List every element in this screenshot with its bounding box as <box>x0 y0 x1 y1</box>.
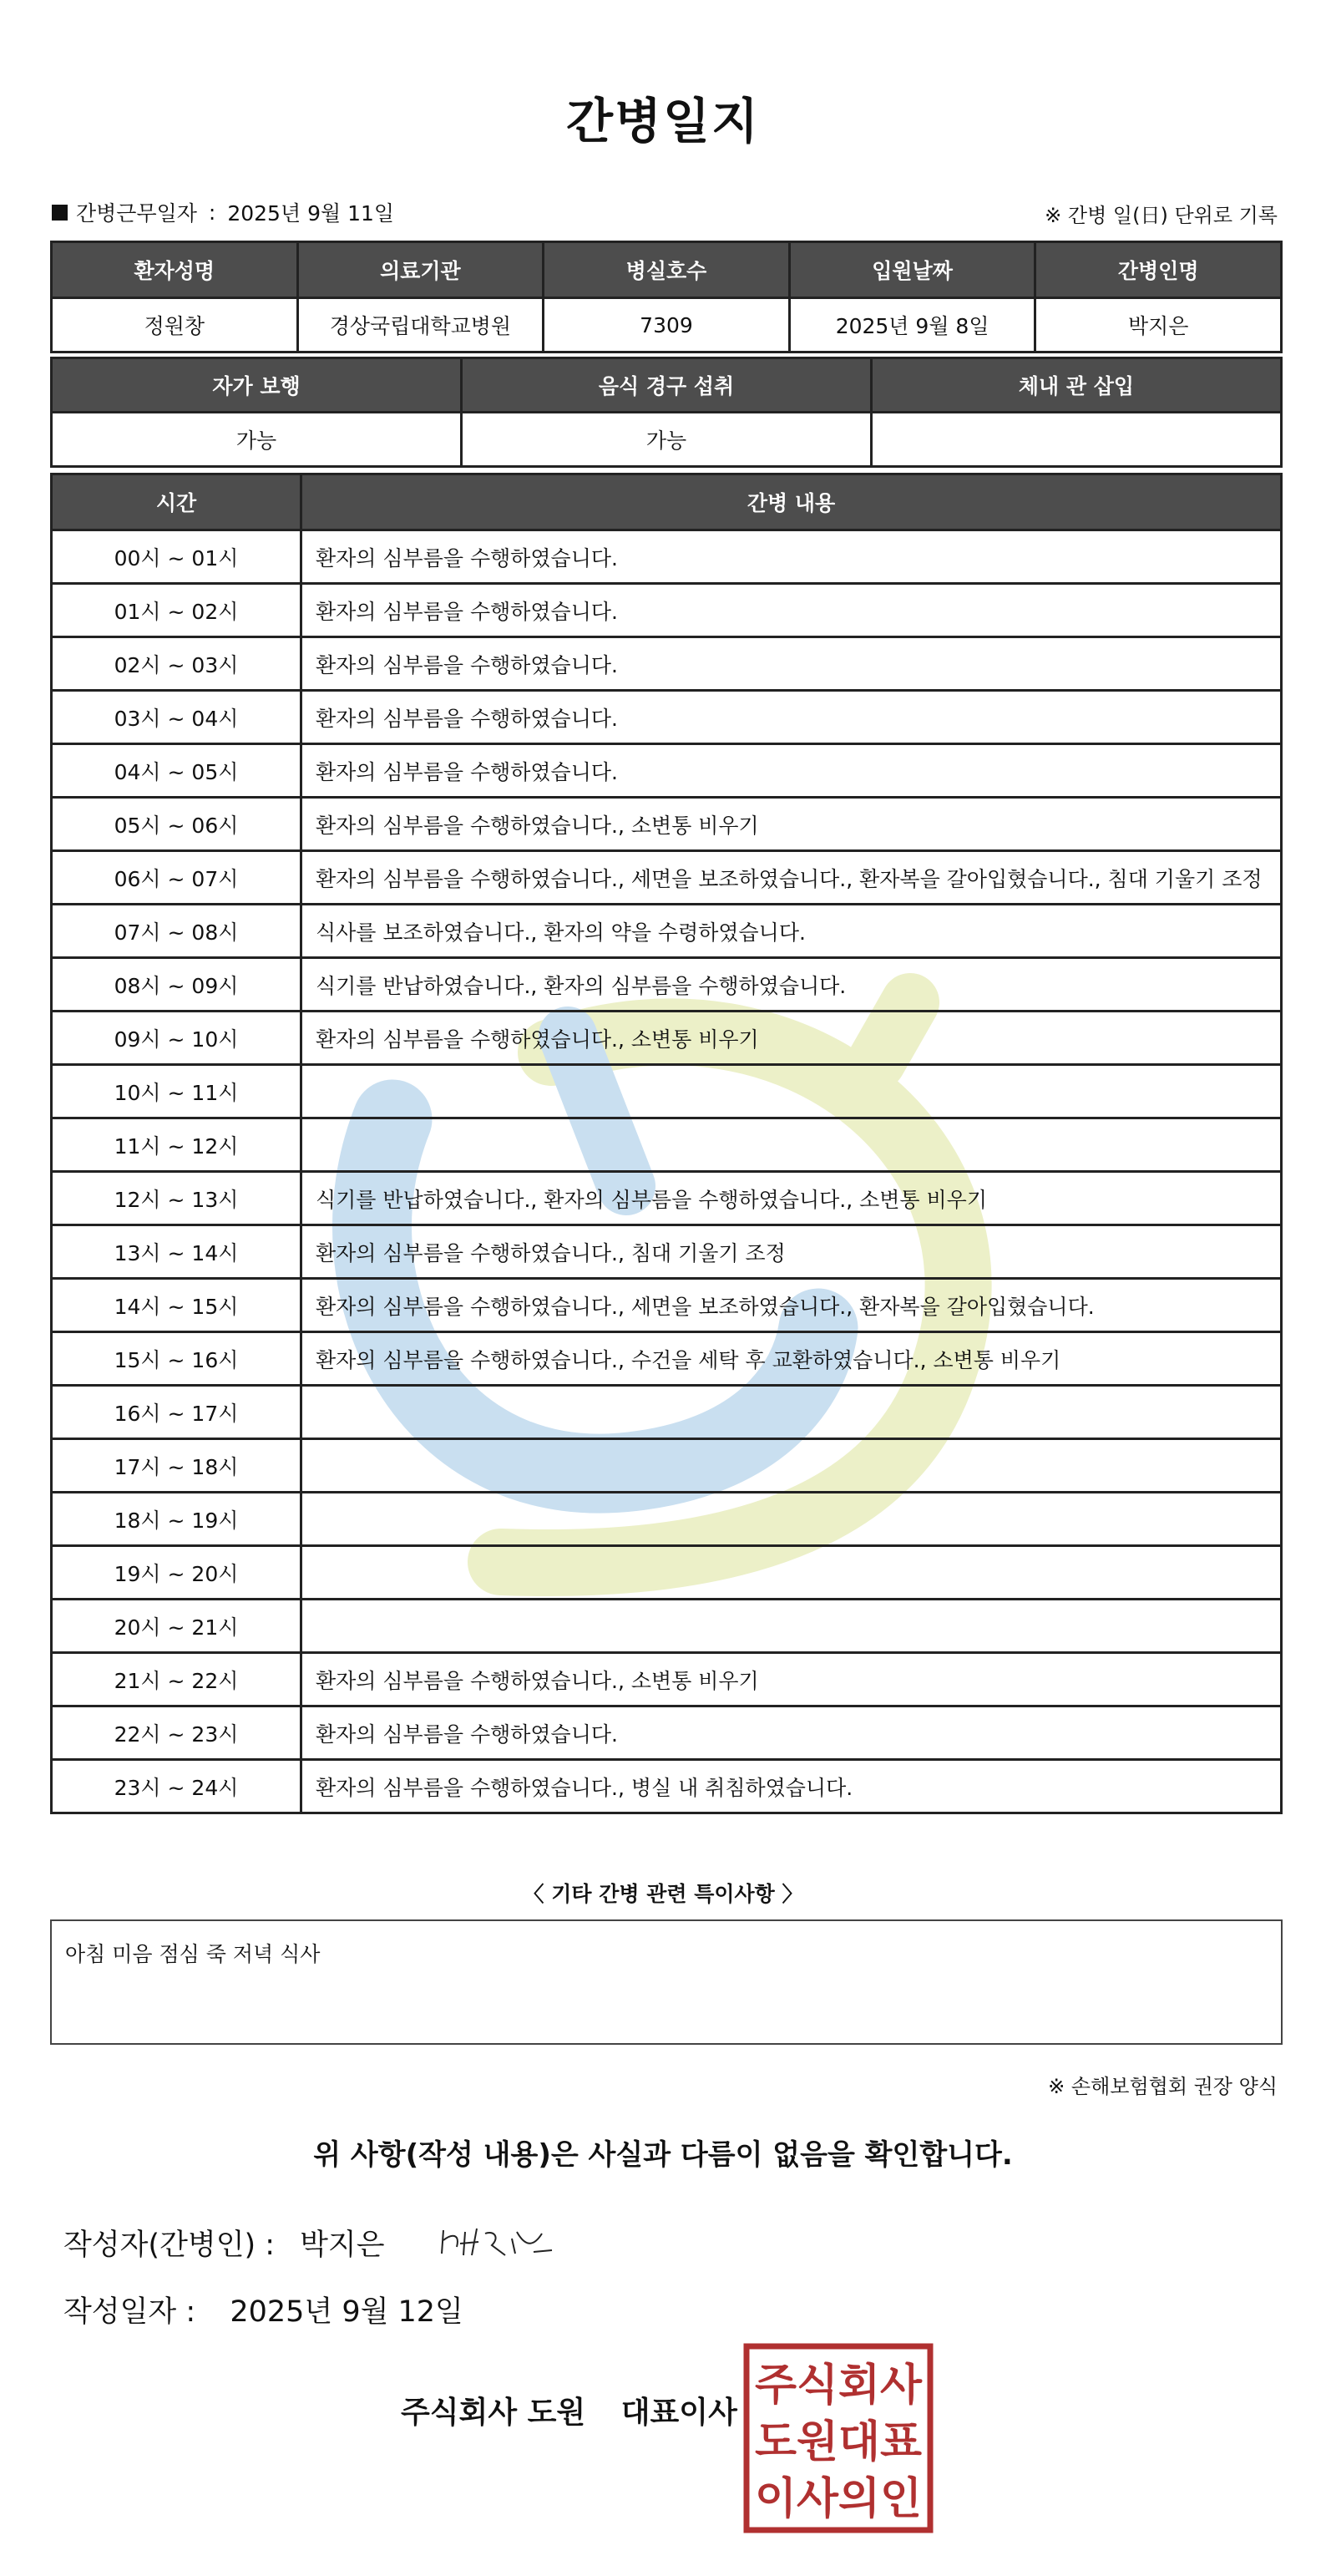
log-time: 00시 ~ 01시 <box>52 530 301 584</box>
standard-form-note: ※ 손해보험협회 권장 양식 <box>1048 2075 1278 2098</box>
log-row <box>52 1760 1282 1813</box>
seal-line-2: 도원대표 <box>755 2417 922 2467</box>
info-header: 의료기관 <box>297 242 544 298</box>
work-date-label: 간병근무일자 <box>76 201 197 226</box>
room-number: 7309 <box>544 298 790 352</box>
patient-name: 정원창 <box>52 298 298 352</box>
log-row <box>52 744 1282 798</box>
admission-date: 2025년 9월 8일 <box>789 298 1035 352</box>
log-content: 식사를 보조하였습니다., 환자의 약을 수령하였습니다. <box>301 905 1282 958</box>
log-content: 환자의 심부름을 수행하였습니다. <box>301 744 1282 798</box>
oral-intake-value: 가능 <box>462 413 872 467</box>
log-content <box>301 1065 1282 1118</box>
work-date-value: 2025년 9월 11일 <box>227 201 395 226</box>
log-time: 13시 ~ 14시 <box>52 1225 301 1279</box>
log-content: 환자의 심부름을 수행하였습니다. <box>301 530 1282 584</box>
log-content: 환자의 심부름을 수행하였습니다., 소변통 비우기 <box>301 1012 1282 1065</box>
log-content: 환자의 심부름을 수행하였습니다., 수건을 세탁 후 교환하였습니다., 소변통 비우기 <box>301 1332 1282 1386</box>
log-content: 환자의 심부름을 수행하였습니다., 세면을 보조하였습니다., 환자복을 갈아입혔습니다., 침대 기울기 조정 <box>301 851 1282 905</box>
written-date-label: 작성일자 : <box>63 2295 196 2329</box>
log-time: 18시 ~ 19시 <box>52 1493 301 1546</box>
log-time: 14시 ~ 15시 <box>52 1279 301 1332</box>
log-time: 12시 ~ 13시 <box>52 1172 301 1225</box>
log-row <box>52 905 1282 958</box>
log-row <box>52 691 1282 744</box>
caregiver-name: 박지은 <box>1035 298 1282 352</box>
log-content: 환자의 심부름을 수행하였습니다. <box>301 637 1282 691</box>
condition-header: 자가 보행 <box>52 358 462 413</box>
special-notes-box <box>50 1919 1283 2045</box>
log-row <box>52 1172 1282 1225</box>
log-time: 03시 ~ 04시 <box>52 691 301 744</box>
log-row <box>52 958 1282 1012</box>
log-row <box>52 584 1282 637</box>
log-row <box>52 1012 1282 1065</box>
log-content <box>301 1493 1282 1546</box>
log-row <box>52 1546 1282 1600</box>
log-row <box>52 1439 1282 1493</box>
log-content <box>301 1600 1282 1653</box>
log-row <box>52 1225 1282 1279</box>
document-title: 간병일지 <box>565 93 761 150</box>
condition-header-row <box>52 358 1282 413</box>
log-time: 05시 ~ 06시 <box>52 798 301 851</box>
patient-info-table <box>50 241 1283 353</box>
log-row <box>52 1706 1282 1760</box>
log-header-row <box>52 474 1282 530</box>
log-row <box>52 1118 1282 1172</box>
company-seal-stamp <box>743 2343 934 2533</box>
info-header-row <box>52 242 1282 298</box>
log-time: 04시 ~ 05시 <box>52 744 301 798</box>
hospital-name: 경상국립대학교병원 <box>297 298 544 352</box>
walking-value: 가능 <box>52 413 462 467</box>
writer-label: 작성자(간병인) : <box>63 2229 276 2262</box>
handwritten-signature <box>435 2222 560 2264</box>
log-row <box>52 637 1282 691</box>
log-content: 식기를 반납하였습니다., 환자의 심부름을 수행하였습니다., 소변통 비우기 <box>301 1172 1282 1225</box>
info-value-row <box>52 298 1282 352</box>
log-content <box>301 1546 1282 1600</box>
log-time: 08시 ~ 09시 <box>52 958 301 1012</box>
tube-value <box>872 413 1282 467</box>
log-time: 21시 ~ 22시 <box>52 1653 301 1706</box>
log-time: 17시 ~ 18시 <box>52 1439 301 1493</box>
log-row <box>52 1065 1282 1118</box>
log-row <box>52 1279 1282 1332</box>
log-time: 22시 ~ 23시 <box>52 1706 301 1760</box>
log-time: 20시 ~ 21시 <box>52 1600 301 1653</box>
company-title: 대표이사 <box>620 2396 737 2430</box>
log-row <box>52 1332 1282 1386</box>
log-time: 09시 ~ 10시 <box>52 1012 301 1065</box>
content-header: 간병 내용 <box>301 474 1282 530</box>
work-date-separator: : <box>208 200 216 225</box>
special-notes-heading: 〈 기타 간병 관련 특이사항 〉 <box>523 1882 803 1906</box>
writer-row <box>63 2222 560 2264</box>
info-header: 환자성명 <box>52 242 298 298</box>
condition-header: 체내 관 삽입 <box>872 358 1282 413</box>
log-time: 19시 ~ 20시 <box>52 1546 301 1600</box>
log-time: 11시 ~ 12시 <box>52 1118 301 1172</box>
condition-table <box>50 357 1283 468</box>
log-row <box>52 851 1282 905</box>
log-time: 07시 ~ 08시 <box>52 905 301 958</box>
log-content: 환자의 심부름을 수행하였습니다. <box>301 1706 1282 1760</box>
confirmation-statement: 위 사항(작성 내용)은 사실과 다름이 없음을 확인합니다. <box>313 2138 1013 2172</box>
work-date <box>52 197 394 227</box>
log-content <box>301 1386 1282 1439</box>
log-row <box>52 1493 1282 1546</box>
log-content: 환자의 심부름을 수행하였습니다., 병실 내 취침하였습니다. <box>301 1760 1282 1813</box>
log-row <box>52 1600 1282 1653</box>
log-content: 환자의 심부름을 수행하였습니다., 소변통 비우기 <box>301 1653 1282 1706</box>
log-content: 식기를 반납하였습니다., 환자의 심부름을 수행하였습니다. <box>301 958 1282 1012</box>
log-time: 16시 ~ 17시 <box>52 1386 301 1439</box>
log-time: 10시 ~ 11시 <box>52 1065 301 1118</box>
seal-line-1: 주식회사 <box>755 2360 923 2411</box>
time-header: 시간 <box>52 474 301 530</box>
written-date-value: 2025년 9월 12일 <box>230 2295 463 2329</box>
daily-record-note: ※ 간병 일(日) 단위로 기록 <box>1045 204 1278 227</box>
company-name: 주식회사 도원 <box>401 2396 586 2430</box>
log-time: 02시 ~ 03시 <box>52 637 301 691</box>
log-content: 환자의 심부름을 수행하였습니다., 침대 기울기 조정 <box>301 1225 1282 1279</box>
log-time: 01시 ~ 02시 <box>52 584 301 637</box>
condition-header: 음식 경구 섭취 <box>462 358 872 413</box>
square-bullet-icon <box>52 205 68 221</box>
special-notes-text: 아침 미음 점심 죽 저녁 식사 <box>65 1942 321 1966</box>
company-signature-line <box>401 2389 762 2431</box>
log-content: 환자의 심부름을 수행하였습니다. <box>301 584 1282 637</box>
log-row <box>52 798 1282 851</box>
info-header: 입원날짜 <box>789 242 1035 298</box>
log-row <box>52 1386 1282 1439</box>
writer-name: 박지은 <box>300 2229 385 2262</box>
info-header: 병실호수 <box>544 242 790 298</box>
log-content <box>301 1118 1282 1172</box>
seal-line-3: 이사의인 <box>755 2474 922 2524</box>
log-row <box>52 530 1282 584</box>
info-header: 간병인명 <box>1035 242 1282 298</box>
log-time: 15시 ~ 16시 <box>52 1332 301 1386</box>
log-content: 환자의 심부름을 수행하였습니다., 소변통 비우기 <box>301 798 1282 851</box>
log-row <box>52 1653 1282 1706</box>
care-log-table <box>50 473 1283 1814</box>
log-content <box>301 1439 1282 1493</box>
log-content: 환자의 심부름을 수행하였습니다. <box>301 691 1282 744</box>
condition-value-row <box>52 413 1282 467</box>
log-content: 환자의 심부름을 수행하였습니다., 세면을 보조하였습니다., 환자복을 갈아입혔습니다. <box>301 1279 1282 1332</box>
log-time: 23시 ~ 24시 <box>52 1760 301 1813</box>
log-time: 06시 ~ 07시 <box>52 851 301 905</box>
written-date-row <box>63 2289 463 2330</box>
